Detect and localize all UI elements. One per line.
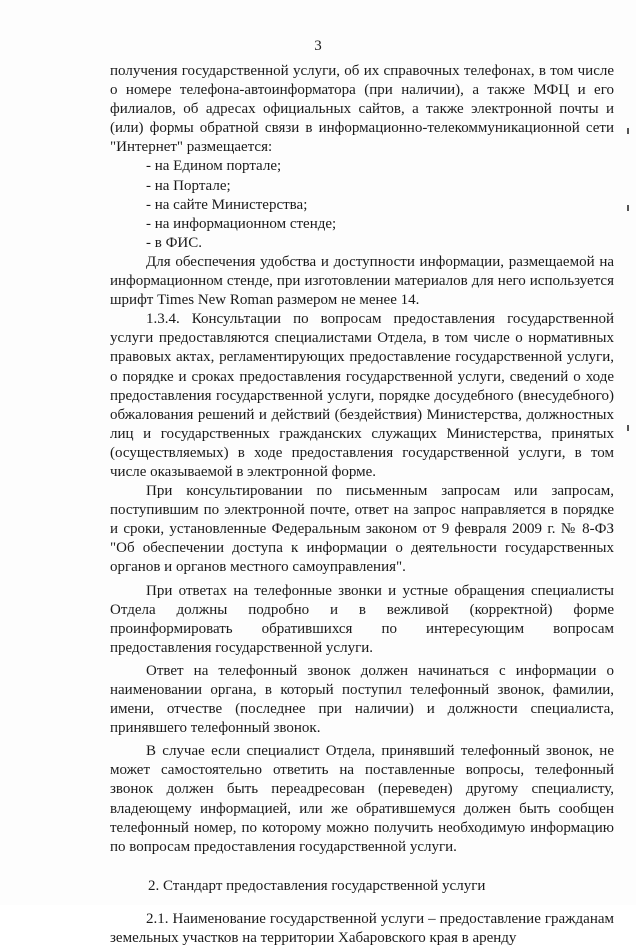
- paragraph-call-redirect: В случае если специалист Отдела, принявший телефонный звонок, не может самостоятельно ответить на поставленные вопросы, телефонный звонок должен быть переадресован (переведен) другому специалисту, владеющему информацией, или же обратившемуся должен быть сообщен телефонный номер, по которому можно получить необходимую информацию по вопросам предоставления государственной услуги.: [110, 743, 614, 855]
- document-body: [110, 62, 614, 948]
- paragraph-info-placement: получения государственной услуги, об их справочных телефонах, в том числе о номере телефона-автоинформатора (при наличии), а также МФЦ и его филиалов, об адресах официальных сайтов, а также электронной почты и (или) формы обратной связи в информационно-телекоммуникационной сети "Интернет" размещается:: [110, 63, 614, 156]
- section-title: 2. Стандарт предоставления государственной услуги: [148, 877, 486, 894]
- list-item: - на сайте Министерства;: [146, 196, 308, 213]
- paragraph-written-requests: При консультировании по письменным запросам или запросам, поступившим по электронной почте, ответ на запрос направляется в порядке и сроки, установленные Федеральным законом от 9 февраля 2009 г. № 8-ФЗ "Об обеспечении доступа к информации о деятельности государственных органов и органов местного самоуправления".: [110, 483, 614, 576]
- paragraph-font-requirement: Для обеспечения удобства и доступности информации, размещаемой на информационном стенде, при изготовлении материалов для него используется шрифт Times New Roman размером не менее 14.: [110, 253, 614, 309]
- paragraph-service-name: 2.1. Наименование государственной услуги – предоставление гражданам земельных участков на территории Хабаровского края в аренду: [110, 910, 614, 947]
- scan-edge-mark: [627, 425, 629, 431]
- page-number: 3: [314, 38, 322, 54]
- scan-edge-mark: [627, 128, 629, 134]
- paragraph-call-answer: Ответ на телефонный звонок должен начинаться с информации о наименовании органа, в который поступил телефонный звонок, фамилии, имени, отчестве (последнее при наличии) и должности специалиста, принявшего телефонный звонок.: [110, 662, 614, 737]
- scan-edge-mark: [627, 205, 629, 211]
- paragraph-consultations: 1.3.4. Консультации по вопросам предоставления государственной услуги предоставляются специалистами Отдела, в том числе о нормативных правовых актах, регламентирующих предоставление государственной услуги, о порядке и сроках предоставления государственной услуги, сведений о ходе предоставления государственной услуги, порядке досудебного (внесудебного) обжалования решений и действий (бездействия) Министерства, должностных лиц и государственных гражданских служащих Министерства, принятых (осуществляемых) в ходе предоставления государственной услуги, в том числе оказываемой в электронной форме.: [110, 311, 614, 480]
- list-item: - на Едином портале;: [146, 158, 282, 175]
- list-item: - на Портале;: [146, 177, 231, 194]
- list-item: - в ФИС.: [146, 234, 203, 251]
- list-item: - на информационном стенде;: [146, 215, 337, 232]
- paragraph-phone-calls: При ответах на телефонные звонки и устные обращения специалисты Отдела должны подробно и в вежливой (корректной) форме проинформировать обратившихся по интересующим вопросам предоставления государственной услуги.: [110, 582, 614, 656]
